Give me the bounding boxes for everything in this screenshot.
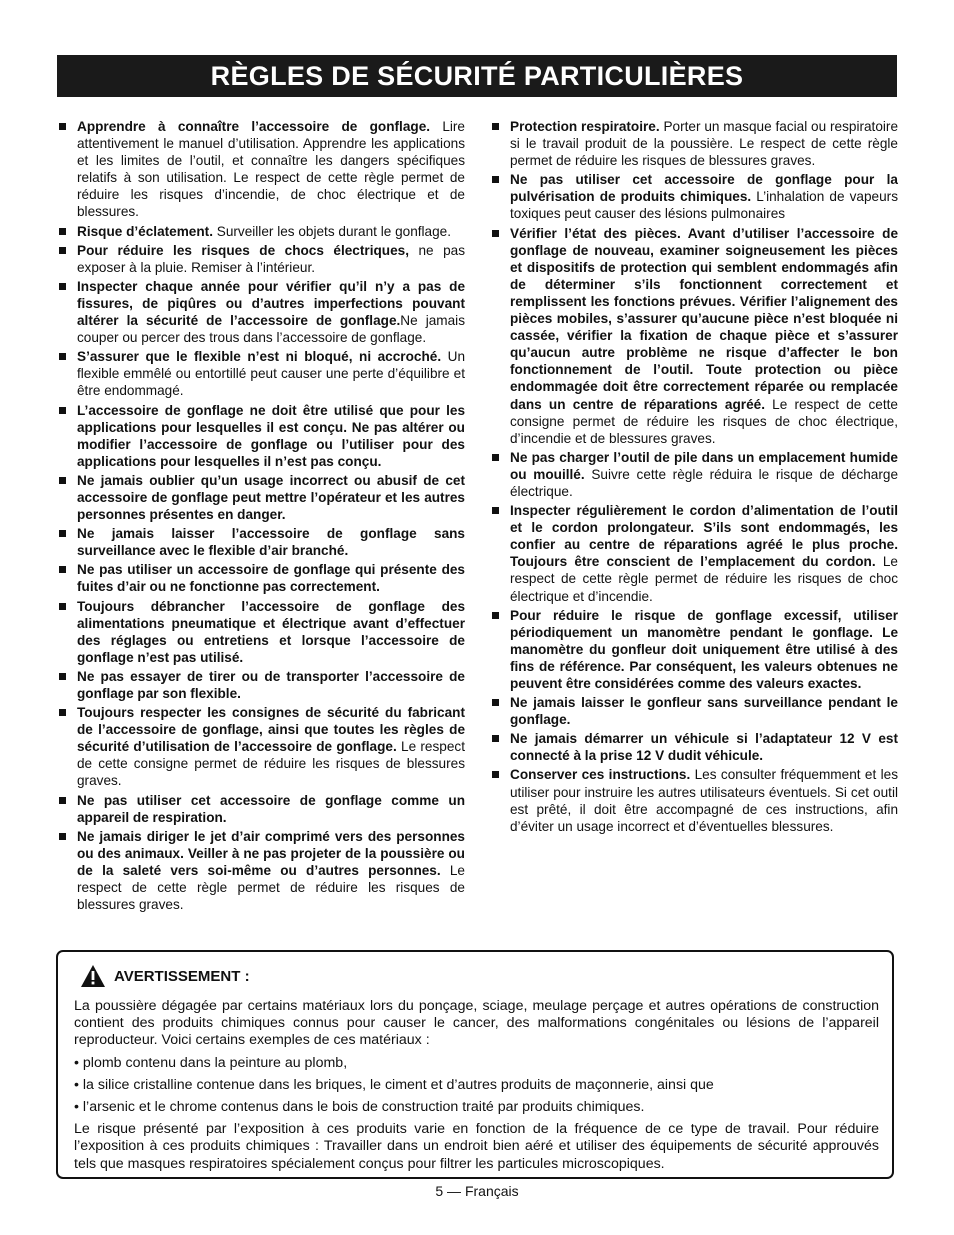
rule-bold-text: Ne jamais diriger le jet d’air comprimé vers des personnes ou des animaux. Veiller à ne pas projeter de la poussière ou de la saleté vers soi-même ou d’autres personnes.	[77, 828, 465, 878]
rule-item	[490, 502, 898, 605]
rule-item	[57, 278, 465, 346]
rule-item	[57, 828, 465, 913]
rule-normal-text: Suivre cette règle réduira le risque de décharge électrique.	[510, 466, 899, 499]
rule-normal-text: ne pas exposer à la pluie. Remiser à l’intérieur.	[77, 242, 466, 275]
bullet-square-icon	[59, 566, 66, 573]
bullet-square-icon	[59, 603, 66, 610]
rule-item	[490, 449, 898, 500]
warning-body	[74, 998, 879, 1178]
bullet-square-icon	[492, 507, 499, 514]
bullet-square-icon	[59, 477, 66, 484]
bullet-square-icon	[59, 283, 66, 290]
warning-bullet: • l’arsenic et le chrome contenus dans le bois de construction traité par produits chimiques.	[74, 1099, 645, 1116]
rule-normal-text: Le respect de cette règle permet de réduire les risques de blessures graves.	[77, 862, 465, 913]
rule-normal-text: Le respect de cette règle permet de réduire les risques de choc électrique et d’incendie.	[510, 554, 898, 604]
rule-bold-text: Toujours respecter les consignes de sécurité du fabricant de l’accessoire de gonflage, ainsi que toutes les règles de sécurité d’utilisation de l’accessoire de gonflage.	[77, 705, 465, 755]
rule-bold-text: Pour réduire le risque de gonflage excessif, utiliser périodiquement un manomètre pendant le gonflage. Le manomètre du gonfleur doit uniquement être utilisé à des fins de référence. Par conséquent, les valeurs obtenues ne peuvent être considérées comme des valeurs exactes.	[510, 607, 898, 691]
rule-bold-text: Protection respiratoire.	[510, 119, 660, 134]
warning-triangle-icon	[80, 964, 106, 988]
rule-item	[490, 118, 898, 169]
rule-normal-text: L’inhalation de vapeurs toxiques peut causer des lésions pulmonaires	[510, 189, 898, 222]
bullet-square-icon	[492, 699, 499, 706]
rule-item	[57, 668, 465, 702]
bullet-square-icon	[59, 530, 66, 537]
bullet-square-icon	[59, 407, 66, 414]
rule-item	[57, 561, 465, 595]
bullet-square-icon	[59, 247, 66, 254]
rule-bold-text: Ne jamais laisser l’accessoire de gonflage sans surveillance avec le flexible d’air branché.	[77, 526, 465, 559]
rule-bold-text: Toujours débrancher l’accessoire de gonflage des alimentations pneumatique et électrique avant d’effectuer des réglages ou entretiens et lorsque l’accessoire de gonflage n’est pas utilisé.	[77, 598, 465, 665]
warning-intro: La poussière dégagée par certains matériaux lors du ponçage, sciage, meulage perçage et autres opérations de construction contient des produits chimiques connus pour causer le cancer, des malformations congénitales ou lésions de l’appareil reproducteur. Voici certains exemples de ces matériaux :	[74, 998, 879, 1049]
page-footer: 5 — Français	[435, 1183, 519, 1199]
bullet-square-icon	[59, 709, 66, 716]
rule-item	[490, 766, 898, 834]
rule-item	[490, 730, 898, 764]
warning-bullet: • la silice cristalline contenue dans les briques, le ciment et d’autres produits de maçonnerie, ainsi que	[74, 1076, 714, 1093]
rule-item	[490, 225, 898, 447]
rule-item	[490, 171, 898, 222]
rule-normal-text: Un flexible emmêlé ou entortillé peut causer une perte d’équilibre et être endommagé.	[77, 349, 465, 399]
rule-bold-text: Ne jamais démarrer un véhicule si l’adaptateur 12 V est connecté à la prise 12 V dudit véhicule.	[510, 731, 898, 764]
rule-normal-text: Porter un masque facial ou respiratoire si le travail produit de la poussière. Le respect de cette règle permet de réduire les risques de blessures graves.	[510, 119, 898, 169]
rule-bold-text: Ne pas utiliser un accessoire de gonflage qui présente des fuites d’air ou ne fonctionne pas correctement.	[77, 562, 465, 595]
rule-bold-text: Ne jamais laisser le gonfleur sans surveillance pendant le gonflage.	[510, 695, 898, 728]
bullet-square-icon	[59, 353, 66, 360]
bullet-square-icon	[59, 673, 66, 680]
bullet-square-icon	[492, 454, 499, 461]
bullet-square-icon	[492, 123, 499, 130]
rule-item	[57, 223, 465, 240]
page-title: RÈGLES DE SÉCURITÉ PARTICULIÈRES	[57, 55, 897, 97]
rule-item	[57, 118, 465, 221]
rule-bold-text: Ne pas essayer de tirer ou de transporter l’accessoire de gonflage par son flexible.	[77, 668, 465, 701]
bullet-square-icon	[492, 612, 499, 619]
bullet-square-icon	[59, 228, 66, 235]
bullet-square-icon	[59, 123, 66, 130]
warning-outro: Le risque présenté par l’exposition à ces produits varie en fonction de la fréquence de ce type de travail. Pour réduire l’exposition à ces produits chimiques : Travailler dans un endroit bien aéré et utiliser des équipements de sécurité approuvés tels que masques respiratoires spécialement conçus pour filtrer les particules microscopiques.	[74, 1121, 879, 1172]
rule-item	[57, 525, 465, 559]
rule-bold-text: Ne pas utiliser cet accessoire de gonflage comme un appareil de respiration.	[77, 792, 465, 825]
bullet-square-icon	[492, 176, 499, 183]
rule-item	[57, 242, 465, 276]
rule-normal-text: Le respect de cette consigne permet de réduire les risques de blessures graves.	[77, 739, 465, 789]
rule-bold-text: Ne jamais oublier qu’un usage incorrect ou abusif de cet accessoire de gonflage peut mettre l’opérateur et les autres personnes présentes en danger.	[77, 472, 465, 523]
rule-bold-text: Pour réduire les risques de chocs électriques,	[77, 242, 409, 258]
rule-bold-text: Conserver ces instructions.	[510, 767, 691, 783]
rules-column-right	[490, 118, 898, 837]
rule-bold-text: S’assurer que le flexible n’est ni bloqué, ni accroché.	[77, 349, 442, 365]
rule-item	[57, 598, 465, 666]
bullet-square-icon	[492, 735, 499, 742]
rule-bold-text: Inspecter régulièrement le cordon d’alimentation de l’outil et le cordon prolongateur. S’ils sont endommagés, les confier au centre de réparations agréé le plus proche. Toujours être conscient de l’emplacement du cordon.	[510, 503, 898, 570]
rule-bold-text: Inspecter chaque année pour vérifier qu’il n’y a pas de fissures, de piqûres ou d’autres imperfections pouvant altérer la sécurité de l’accessoire de gonflage.	[77, 278, 465, 329]
rule-normal-text: Les consulter fréquemment et les utiliser pour instruire les autres utilisateurs éventuels. Si cet outil est prêté, il doit être accompagné de ces instructions, afin d’éviter un usage incorrect et d’éventuelles blessures.	[510, 767, 898, 834]
rules-column-left	[57, 118, 465, 915]
rule-bold-text: Ne pas charger l’outil de pile dans un emplacement humide ou mouillé.	[510, 449, 898, 482]
rule-item	[57, 704, 465, 789]
rule-bold-text: Vérifier l’état des pièces. Avant d’utiliser l’accessoire de gonflage de nouveau, examiner soigneusement les pièces et dispositifs de protection qui semblent endommagés afin de déterminer s’ils fonctionnent correctement et remplissent les fonctions prévues. Vérifier l’alignement des pièces mobiles, s’assurer qu’aucune pièce n’est bloquée ni cassée, vérifier la fixation de chaque pièce et s’assurer qu’aucun autre problème ne risque d’affecter le bon fonctionnement de l’outil. Toute protection ou pièce endommagée doit être correctement réparée ou remplacée dans un centre de réparations agréé.	[510, 225, 898, 412]
rule-normal-text: Le respect de cette consigne permet de réduire les risques de choc électrique, d’incendie et de blessures graves.	[510, 396, 898, 446]
rule-item	[57, 472, 465, 523]
rule-item	[57, 792, 465, 826]
warning-box	[56, 950, 894, 1179]
rule-bold-text: Apprendre à connaître l’accessoire de gonflage.	[77, 119, 431, 134]
rule-item	[57, 402, 465, 470]
rule-normal-text: Lire attentivement le manuel d’utilisation. Apprendre les applications et les limites de l’outil, et connaître les dangers spécifiques relatifs à son utilisation. Le respect de cette règle permet de réduire les risques d’incendie, de choc électrique et de blessures.	[77, 119, 465, 220]
rule-item	[490, 694, 898, 728]
bullet-square-icon	[492, 771, 499, 778]
rule-bold-text: Risque d’éclatement.	[77, 223, 213, 239]
warning-title: AVERTISSEMENT :	[114, 968, 250, 985]
warning-bullet: • plomb contenu dans la peinture au plomb,	[74, 1054, 348, 1071]
rule-item	[490, 607, 898, 692]
rule-item	[57, 348, 465, 399]
rule-bold-text: L’accessoire de gonflage ne doit être utilisé que pour les applications pour lesquelles il est conçu. Ne pas altérer ou modifier l’accessoire de gonflage ou l’utiliser pour des applications pour lesquelles il n’est pas conçu.	[77, 402, 465, 469]
rule-bold-text: Ne pas utiliser cet accessoire de gonflage pour la pulvérisation de produits chimiques.	[510, 172, 898, 205]
bullet-square-icon	[59, 797, 66, 804]
rule-normal-text: Ne jamais couper ou percer des trous dans l’accessoire de gonflage.	[77, 313, 465, 346]
rule-normal-text: Surveiller les objets durant le gonflage.	[212, 223, 452, 239]
bullet-square-icon	[59, 833, 66, 840]
bullet-square-icon	[492, 230, 499, 237]
